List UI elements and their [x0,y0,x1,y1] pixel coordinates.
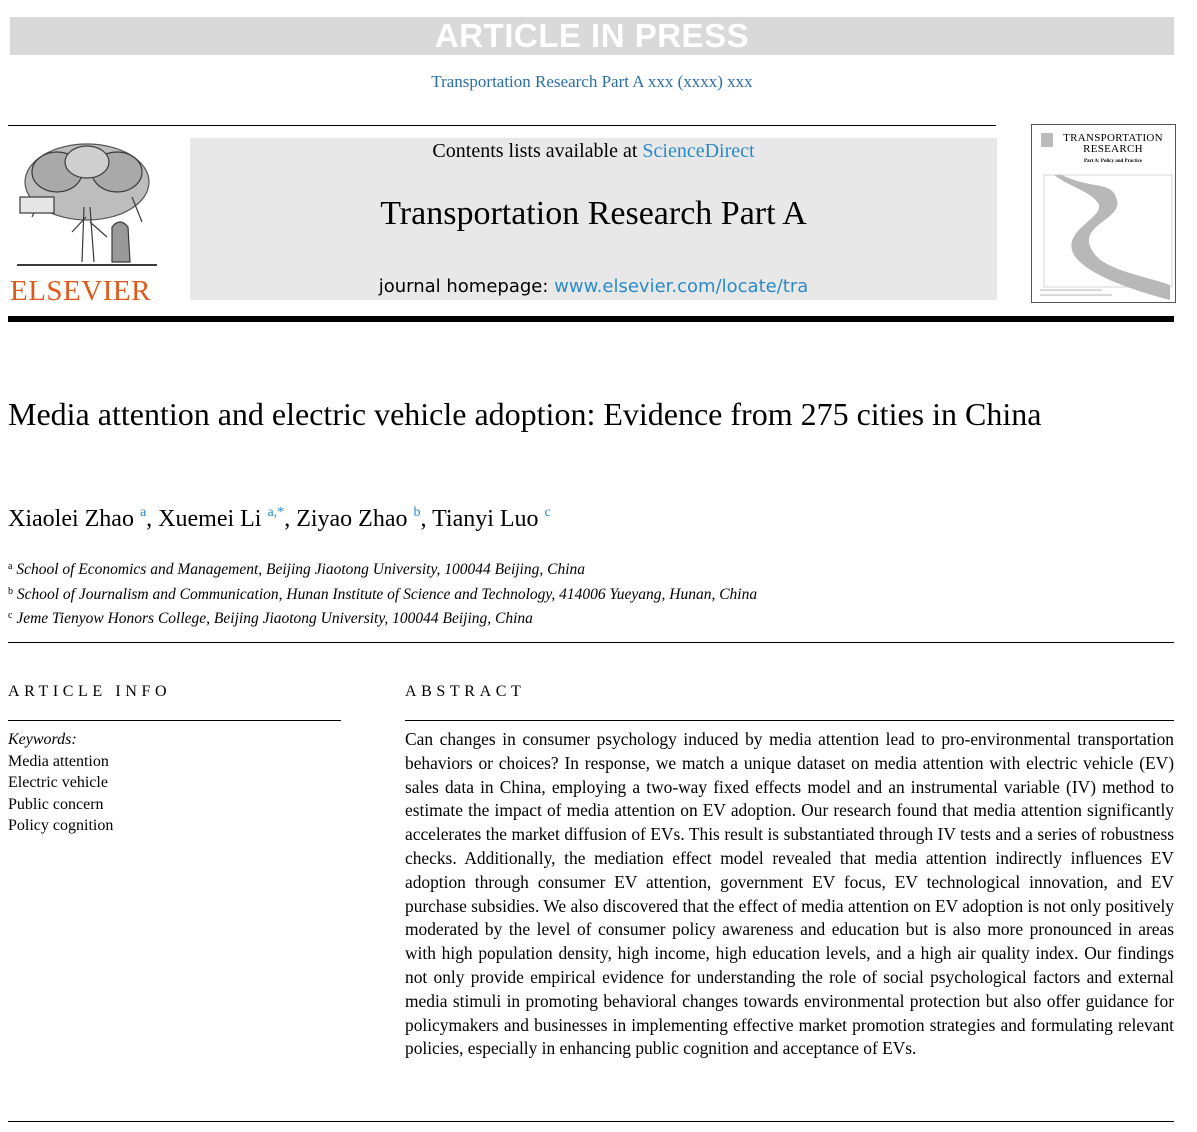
affiliation-text: School of Economics and Management, Beijing Jiaotong University, 100044 Beijing, China [16,561,586,578]
author-separator: , [284,506,297,532]
homepage-link[interactable]: www.elsevier.com/locate/tra [554,276,809,297]
homepage-line [190,276,997,297]
author-separator: , [146,506,159,532]
article-info-rule [8,720,341,721]
header-rule [8,125,996,126]
cover-title-line1: TRANSPORTATION [1063,132,1163,144]
article-info-heading: ARTICLE INFO [8,683,172,700]
keyword-item[interactable]: Media attention [8,752,109,770]
journal-citation[interactable]: Transportation Research Part A xxx (xxxx) xxx [431,72,753,91]
section-rule [8,642,1174,643]
masthead-rule [8,316,1174,322]
author-name[interactable]: Xiaolei Zhao [8,506,134,532]
article-in-press-banner: ARTICLE IN PRESS [10,17,1174,55]
author-name[interactable]: Tianyi Luo [432,506,539,532]
affiliation-sup: c [8,610,13,621]
author-affil-sup[interactable]: a,* [267,505,285,520]
author-affil-sup[interactable]: b [413,505,421,520]
abstract-heading: ABSTRACT [405,683,526,700]
author-list [8,505,551,533]
sciencedirect-link[interactable]: ScienceDirect [642,140,755,162]
keyword-item[interactable]: Policy cognition [8,817,114,834]
author-separator: , [420,506,433,532]
journal-masthead [190,138,997,300]
abstract-rule [405,720,1174,721]
affiliation-list [8,556,757,630]
contents-line [190,140,997,163]
author-affil-sup[interactable]: c [544,505,551,520]
keywords-label: Keywords: [8,731,77,748]
cover-title-line2: RESEARCH [1083,143,1143,155]
author-name[interactable]: Ziyao Zhao [296,506,408,532]
affiliation-text: School of Journalism and Communication, Hunan Institute of Science and Technology, 414006 Yueyang, Hunan, China [16,585,758,603]
keyword-item[interactable]: Public concern [8,795,104,813]
affiliation-sup: b [8,585,13,597]
paper-title: Media attention and electric vehicle adoption: Evidence from 275 cities in China [8,396,1042,432]
affiliation-item [8,556,757,581]
cover-subtitle: Part A: Policy and Practice [1083,159,1143,164]
abstract-text: Can changes in consumer psychology induced by media attention lead to pro-environmental transportation behaviors or choices? In response, we match a unique dataset on media attention with electric vehicle (EV) sales data in China, employing a two-way fixed effects model and an instrumental variable (IV) method to estimate the impact of media attention on EV adoption. Our research found that media attention significantly accelerates the market diffusion of EVs. This result is substantiated through IV tests and a series of robustness checks. Additionally, the mediation effect model revealed that media attention indirectly influences EV adoption through consumer EV attention, government EV focus, EV technological innovation, and EV purchase subsidies. We also discovered that the effect of media attention on EV adoption is not only positively moderated by the level of consumer policy awareness and education but is also more pronounced in areas with high population density, high income, high education levels, and a high air quality index. Our findings not only provide empirical evidence for understanding the role of social psychological factors and external media stimuli in promoting behavioral changes towards environmental protection but also offer guidance for policymakers and businesses in implementing effective market promotion strategies and formulating relevant policies, especially in enhancing public cognition and acceptance of EVs. [405,729,1174,1059]
bottom-rule [8,1121,1174,1122]
journal-title: Transportation Research Part A [380,195,807,232]
affiliation-item [8,605,757,630]
elsevier-wordmark: ELSEVIER [10,275,151,307]
homepage-prefix: journal homepage: [378,276,555,297]
journal-cover-thumbnail[interactable] [1031,124,1176,303]
affiliation-item [8,581,757,606]
keywords-block [8,729,113,837]
contents-prefix: Contents lists available at [432,140,643,162]
affiliation-sup: a [8,561,13,572]
elsevier-tree-icon [12,137,162,272]
author-name[interactable]: Xuemei Li [158,506,262,532]
keyword-item[interactable]: Electric vehicle [8,774,108,791]
author-affil-sup[interactable]: a [139,505,147,520]
elsevier-logo[interactable] [8,135,176,307]
affiliation-text: Jeme Tienyow Honors College, Beijing Jiaotong University, 100044 Beijing, China [16,610,533,627]
cover-title [1054,133,1172,155]
